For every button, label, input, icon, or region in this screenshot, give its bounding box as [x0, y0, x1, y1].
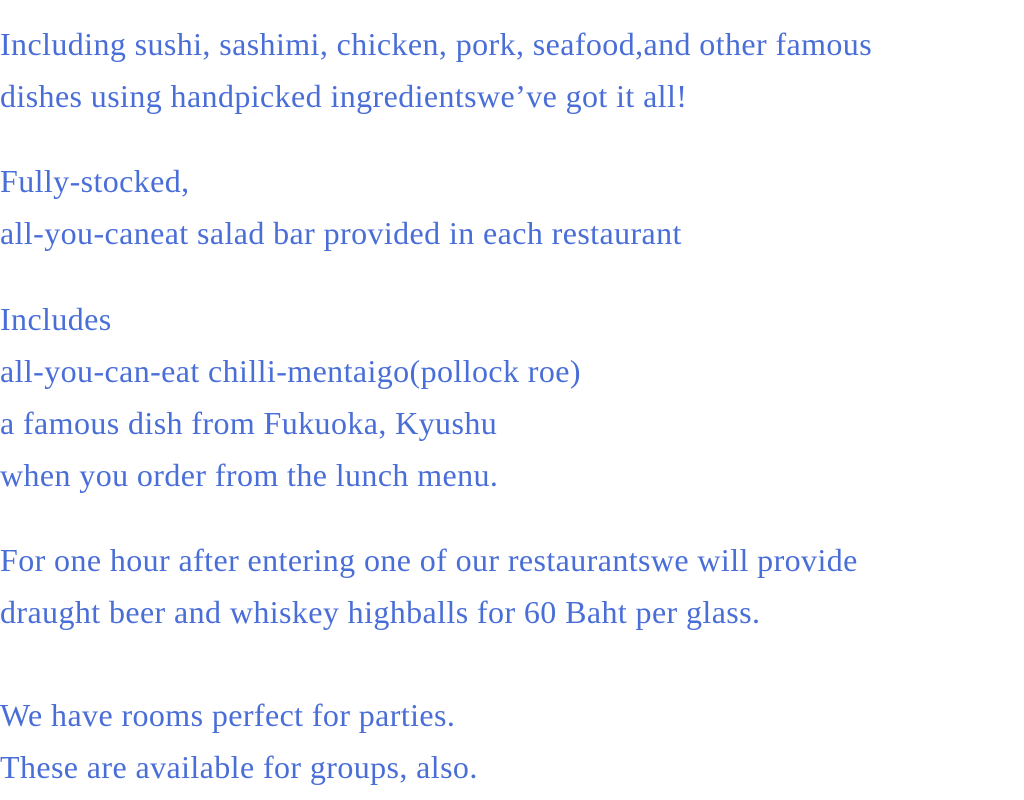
text-line: when you order from the lunch menu. [0, 457, 499, 493]
paragraph-party-rooms [0, 689, 478, 793]
text-line: Including sushi, sashimi, chicken, pork, seafood,and other famous [0, 26, 873, 62]
text-line: dishes using handpicked ingredientswe’ve got it all! [0, 78, 688, 114]
text-line: We have rooms perfect for parties. [0, 697, 456, 733]
text-line: These are available for groups, also. [0, 749, 478, 785]
paragraph-mentaiko-lunch [0, 293, 581, 501]
text-line: all-you-can-eat chilli-mentaigo(pollock roe) [0, 353, 581, 389]
text-line: Fully-stocked, [0, 163, 190, 199]
paragraph-drink-offer [0, 534, 858, 638]
text-line: Includes [0, 301, 112, 337]
paragraph-salad-bar [0, 155, 682, 259]
text-line: For one hour after entering one of our restaurantswe will provide [0, 542, 858, 578]
paragraph-menu-variety [0, 18, 872, 122]
text-line: all-you-caneat salad bar provided in each restaurant [0, 215, 682, 251]
text-line: a famous dish from Fukuoka, Kyushu [0, 405, 498, 441]
text-line: draught beer and whiskey highballs for 60 Baht per glass. [0, 594, 761, 630]
